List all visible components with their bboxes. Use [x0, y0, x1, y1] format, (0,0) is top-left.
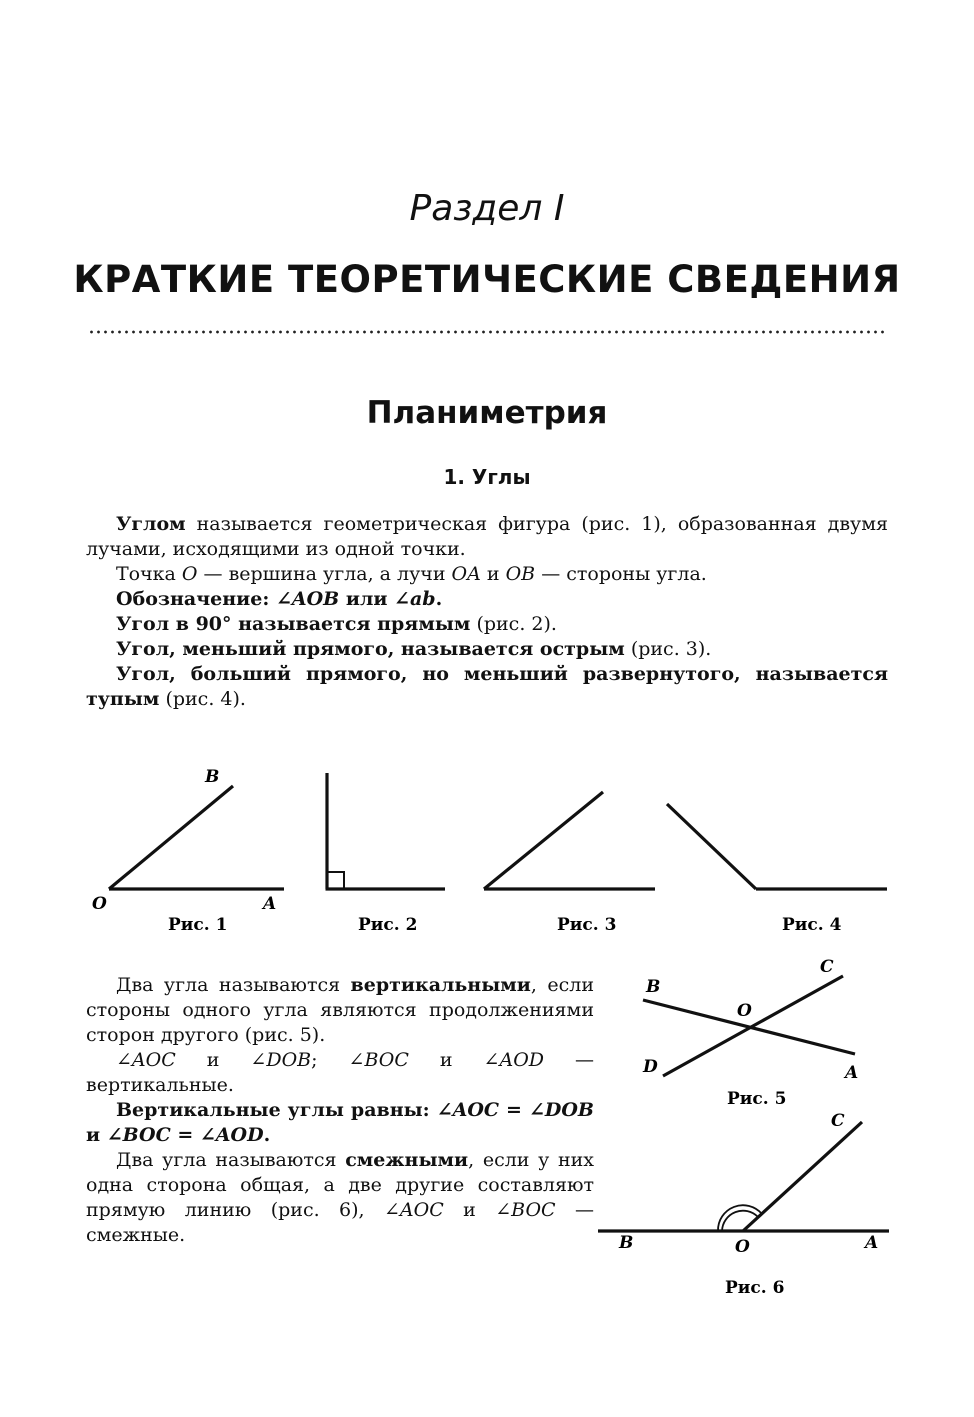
fig5-label-o: O: [737, 1001, 752, 1021]
vertical-example: ∠AOC и ∠DOB; ∠BOC и ∠AOD — вертикальные.: [86, 1049, 594, 1096]
subsection-title: 1. Углы: [443, 465, 531, 489]
fig5-label-c: C: [820, 957, 834, 977]
fig4-ray-upper: [667, 804, 756, 889]
definition-adjacent: Два угла называются смежными, если у них одна сторона общая, а две другие составляют прямую линию (рис. 6), ∠AOC и ∠BOC — смежные.: [86, 1149, 594, 1246]
fig5-label-a: A: [845, 1063, 859, 1083]
fig1-caption: Рис. 1: [168, 915, 228, 935]
fig1-label-o: O: [92, 894, 107, 914]
fig6-label-c: C: [831, 1111, 845, 1131]
fig5-label-b: B: [646, 977, 661, 997]
fig3-ray-upper: [484, 792, 603, 889]
fig5-caption: Рис. 5: [727, 1089, 787, 1109]
obtuse-angle-line: Угол, больший прямого, но меньший развернутого, называется тупым (рис. 4).: [86, 663, 888, 710]
fig6-caption: Рис. 6: [725, 1278, 785, 1298]
fig5-line-dc: [663, 976, 843, 1076]
fig6-label-b: B: [619, 1233, 634, 1253]
fig1-label-b: B: [205, 767, 220, 787]
acute-angle-line: Угол, меньший прямого, называется острым (рис. 3).: [116, 638, 712, 660]
page-title: КРАТКИЕ ТЕОРЕТИЧЕСКИЕ СВЕДЕНИЯ: [73, 258, 901, 301]
fig1-label-a: A: [263, 894, 277, 914]
fig6-label-o: O: [735, 1237, 750, 1257]
fig1-ray-ob: [109, 786, 233, 889]
vertex-sides-line: Точка O — вершина угла, а лучи OA и OB — стороны угла.: [116, 563, 707, 585]
fig5-label-d: D: [643, 1057, 658, 1077]
section-label: Раздел I: [409, 188, 565, 229]
notation-line: Обозначение: ∠AOB или ∠ab.: [116, 588, 443, 610]
fig6-ray-oc: [743, 1122, 862, 1231]
fig4-caption: Рис. 4: [782, 915, 842, 935]
fig2-caption: Рис. 2: [358, 915, 418, 935]
definition-angle: Углом называется геометрическая фигура (рис. 1), образованная двумя лучами, исходящими из одной точки.: [86, 513, 888, 560]
term-angle: Углом: [116, 513, 186, 535]
fig3-caption: Рис. 3: [557, 915, 617, 935]
vertical-equal: Вертикальные углы равны: ∠AOC = ∠DOB и ∠BOC = ∠AOD.: [86, 1099, 594, 1146]
definition-vertical: Два угла называются вертикальными, если стороны одного угла являются продолжениями сторон другого (рис. 5).: [86, 974, 594, 1046]
chapter-title: Планиметрия: [366, 395, 608, 431]
fig2-right-angle-mark: [327, 872, 344, 889]
fig6-label-a: A: [865, 1233, 879, 1253]
right-angle-line: Угол в 90° называется прямым (рис. 2).: [116, 613, 557, 635]
